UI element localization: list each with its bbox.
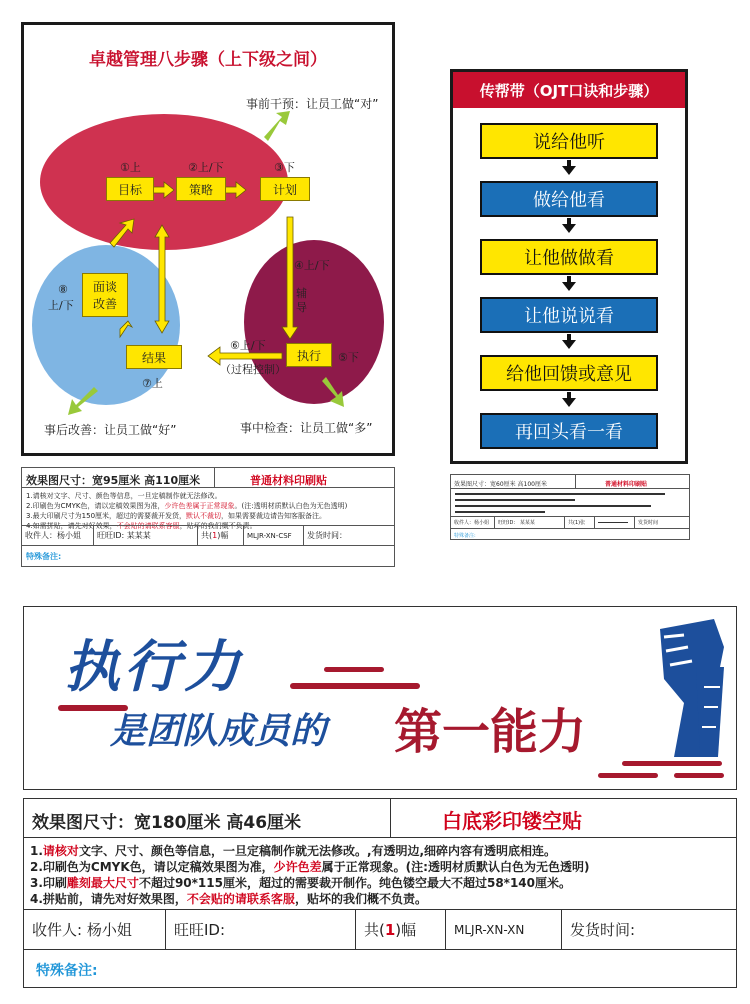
- info2-wangwang: 旺旺ID： 某某某: [494, 517, 564, 528]
- ojt-title: 传帮带（OJT口诀和步骤）: [453, 72, 685, 108]
- poster1-title: 卓越管理八步骤（上下级之间）: [89, 50, 327, 70]
- info1-line4: 4.如需拼贴，请先对好效果，不会贴的请联系客服，贴坏的我们概不负责。: [26, 522, 257, 530]
- info1-line1: 1.请核对文字、尺寸、颜色等信息，一旦定稿制作就无法修改。: [26, 492, 222, 500]
- info2-count: 共(1)张: [564, 517, 594, 528]
- ojt-step-3: 让他做做看: [480, 239, 658, 275]
- info2-notes: [451, 488, 689, 516]
- step1-label: ①上: [120, 161, 141, 174]
- banner-line1: 执行力: [64, 635, 244, 700]
- ojt-arrowhead-4: [562, 340, 576, 349]
- process-control-label: （过程控制）: [220, 363, 286, 376]
- info1-ship: 发货时间：: [303, 526, 396, 545]
- info3-receiver: 收件人: 杨小姐: [23, 910, 165, 949]
- info1-wangwang: 旺旺ID: 某某某: [93, 526, 197, 545]
- info1-material: 普通材料印刷贴: [250, 474, 327, 487]
- info1-receiver: 收件人：杨小姐: [21, 526, 93, 545]
- info3-line1: 1.请核对文字、尺寸、颜色等信息，一旦定稿制作就无法修改。,有透明边,细碎内容有透明底相连。: [30, 844, 557, 858]
- info2-fields: [451, 516, 689, 528]
- info-table-2: [450, 474, 690, 540]
- interview-box: [82, 273, 128, 317]
- info1-count: 共( 1 )幅: [197, 526, 243, 545]
- note-during: 事中检查：让员工做“多”: [240, 421, 373, 435]
- ojt-step-1: 说给他听: [480, 123, 658, 159]
- info-table-1: [21, 467, 395, 567]
- info1-remark-row: [22, 545, 394, 567]
- info3-line4: 4.拼贴前，请先对好效果图，不会贴的请联系客服，贴坏的我们概不负责。: [30, 892, 427, 906]
- plan-box: 计划: [260, 177, 310, 201]
- info3-notes: [24, 837, 736, 909]
- info-table-3: [23, 798, 737, 988]
- step8-num: ⑧: [58, 283, 68, 296]
- info3-code: MLJR-XN-XN: [445, 910, 561, 949]
- info2-ship: 发货时间: [634, 517, 691, 528]
- ojt-arrowhead-1: [562, 166, 576, 175]
- step2-label: ②上/下: [188, 161, 224, 174]
- step7-label: ⑦上: [142, 377, 163, 390]
- info1-remark: 特殊备注:: [26, 552, 62, 561]
- banner-line2a: 是团队成员的: [110, 711, 327, 752]
- step4-dao: 导: [296, 301, 307, 314]
- step8-label: 上/下: [48, 299, 74, 312]
- step4-fu: 辅: [296, 287, 307, 300]
- ojt-step-4: 让他说说看: [480, 297, 658, 333]
- goal-box: 目标: [106, 177, 154, 201]
- note-before: 事前干预：让员工做“对”: [246, 97, 379, 111]
- banner-line2b: 第一能力: [394, 704, 587, 760]
- info2-remark-row: [451, 528, 689, 540]
- step5-label: ⑤下: [338, 351, 359, 364]
- info2-receiver: 收件人：杨小姐: [450, 517, 494, 528]
- management-steps-poster: [21, 22, 395, 456]
- execute-box: 执行: [286, 343, 332, 367]
- step6-label: ⑥上/下: [230, 339, 266, 352]
- step3-label: ③下: [274, 161, 295, 174]
- ojt-arrowhead-2: [562, 224, 576, 233]
- info3-remark: 特殊备注:: [36, 963, 98, 979]
- strategy-box: 策略: [176, 177, 226, 201]
- info3-fields: [24, 909, 736, 949]
- info1-fields: [22, 525, 394, 545]
- info1-line3: 3.最大印刷尺寸为150厘米，超过的需要裁开发货，默认不裁切，如果需要裁边请告知客服备注。: [26, 512, 327, 520]
- info1-size: 效果图尺寸：宽95厘米 高110厘米: [26, 474, 201, 487]
- execution-banner: [23, 606, 737, 790]
- ojt-arrowhead-5: [562, 398, 576, 407]
- management-diagram: [24, 25, 392, 453]
- fist-icon: [660, 619, 724, 757]
- info3-count: 共( 1 )幅: [355, 910, 445, 949]
- info3-line3: 3.印刷雕刻最大尺寸不超过90*115厘米，超过的需要裁开制作。纯色镂空最大不超过58*140厘米。: [30, 876, 571, 890]
- info3-material: 白底彩印镂空贴: [442, 809, 582, 833]
- info3-ship: 发货时间:: [561, 910, 738, 949]
- result-box: 结果: [126, 345, 182, 369]
- info2-material: 普通材料印刷贴: [605, 481, 648, 488]
- interview-line1: 面谈: [92, 280, 117, 294]
- ojt-step-2: 做给他看: [480, 181, 658, 217]
- info3-size: 效果图尺寸：宽180厘米 高46厘米: [32, 813, 302, 833]
- ojt-step-5: 给他回馈或意见: [480, 355, 658, 391]
- info3-remark-row: [24, 949, 736, 989]
- step4-label: ④上/下: [294, 259, 330, 272]
- info1-line2: 2.印刷色为CMYK色，请以定稿效果图为准，少许色差属于正常现象。(注:透明材质默认白色为无色透明): [26, 502, 348, 510]
- interview-line2: 改善: [92, 297, 117, 311]
- ojt-arrowhead-3: [562, 282, 576, 291]
- info3-wangwang: 旺旺ID:: [165, 910, 355, 949]
- info3-line2: 2.印刷色为CMYK色，请以定稿效果图为准，少许色差属于正常现象。(注:透明材质默认白色为无色透明): [30, 860, 590, 874]
- ojt-step-6: 再回头看一看: [480, 413, 658, 449]
- info2-size: 效果图尺寸：宽60厘米 高100厘米: [454, 481, 547, 488]
- info1-code: MLJR-XN-CSF: [243, 526, 303, 545]
- info2-remark: 特殊备注:: [454, 533, 476, 539]
- ojt-poster: [450, 69, 688, 464]
- note-after: 事后改善：让员工做“好”: [44, 423, 177, 437]
